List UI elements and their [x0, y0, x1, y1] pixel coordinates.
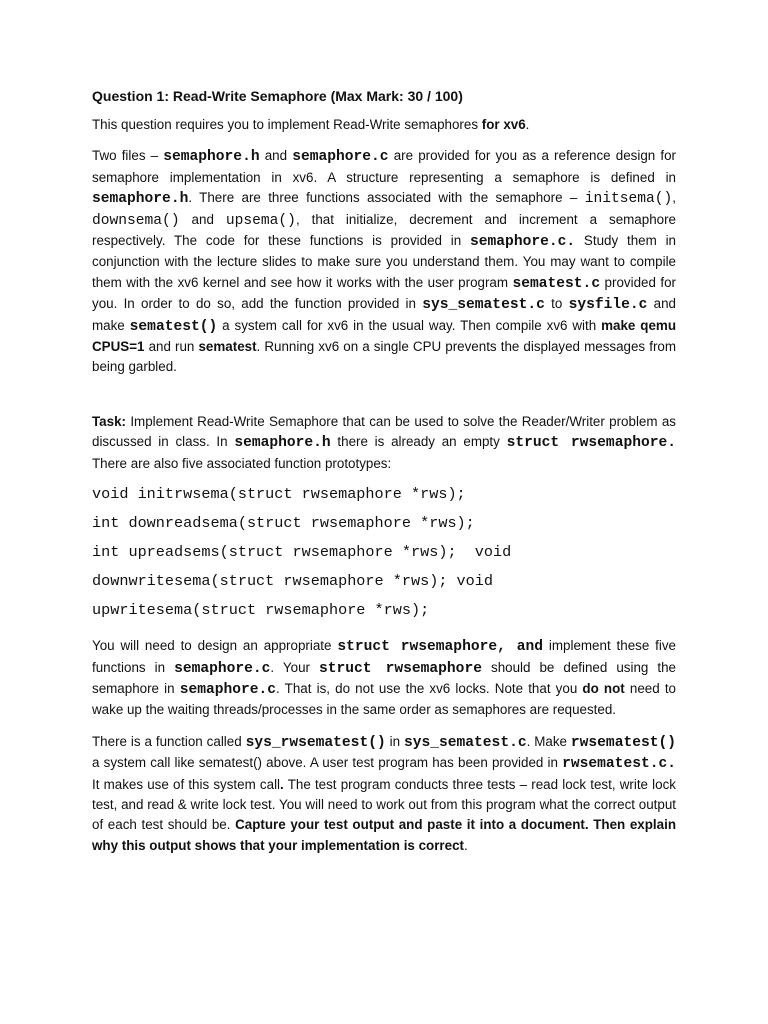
code-term: upsema() [225, 212, 296, 229]
code-line: upwritesema(struct rwsemaphore *rws); [92, 601, 430, 620]
code-term: sys_sematest.c [422, 297, 545, 314]
bold-run: Capture your test output and paste it into a document. Then explain why this output shows that your implementation is correct [92, 817, 676, 853]
code-line: int downreadsema(struct rwsemaphore *rws); [92, 514, 475, 533]
code-term: semaphore.h [92, 191, 189, 208]
text-run: in [385, 733, 404, 749]
document-body [92, 86, 676, 856]
code-line: int upreadsems(struct rwsemaphore *rws); void [92, 543, 512, 562]
text-run: It makes use of this system call [92, 776, 281, 792]
bold-run: for xv6 [481, 117, 526, 132]
text-run: and [259, 148, 293, 164]
code-term: semaphore.c. [470, 234, 576, 251]
text-run: there is already an empty [330, 434, 507, 450]
text-run: . That is, do not use the xv6 locks. Note that you [276, 680, 583, 696]
text-run: need to wake up the waiting threads/processes in the same order as semaphores are requested. [92, 680, 676, 718]
text-run: . There are three functions associated with the semaphore – [188, 190, 585, 206]
code-term: semaphore.c [174, 660, 271, 677]
task-label: Task: [92, 413, 126, 429]
code-term: downsema() [92, 212, 180, 229]
code-term: struct rwsemaphore. [506, 435, 676, 452]
code-line: void initrwsema(struct rwsemaphore *rws); [92, 485, 466, 504]
function-prototypes [92, 480, 676, 625]
text-run: This question requires you to implement Read-Write semaphores [92, 117, 482, 132]
text-run: . Your [270, 659, 320, 675]
code-term: sysfile.c [568, 297, 648, 314]
text-run: and run [144, 339, 199, 355]
bold-run: do not [582, 680, 625, 696]
intro-paragraph [92, 115, 676, 135]
bold-run: . [280, 776, 284, 792]
text-run: and [179, 211, 226, 227]
text-run: should be defined using the semaphore in [92, 659, 677, 696]
test-paragraph [92, 732, 676, 856]
text-run: are provided for you as a reference design for semaphore implementation in xv6. A structure representing a semaphore is defined in [92, 148, 676, 185]
text-run: implement these five functions in [92, 638, 676, 675]
code-term: sematest.c [512, 275, 601, 292]
text-run: The test program conducts three tests – read lock test, write lock test, and read & write lock test. You will need to work out from this program what the correct output of each test should be. [92, 776, 676, 833]
bold-run: sematest [198, 339, 257, 355]
code-term: semaphore.c [292, 149, 389, 166]
text-run: Two files – [92, 148, 164, 164]
text-run: There are also five associated function prototypes: [92, 455, 392, 471]
text-run: , that initialize, decrement and increment a semaphore respectively. The code for these functions is provided in [92, 211, 676, 249]
code-term: sematest() [129, 318, 218, 335]
design-paragraph [92, 636, 676, 721]
text-run: . [464, 837, 468, 853]
text-run: , [672, 190, 676, 206]
text-run: Study them in conjunction with the lecture slides to make sure you understand them. You may want to compile them with the xv6 kernel and see how it works with the user program [92, 233, 676, 290]
code-term: rwsematest.c. [562, 756, 676, 773]
code-term: rwsematest() [570, 734, 676, 751]
text-run: . Running xv6 on a single CPU prevents the displayed messages from being garbled. [92, 339, 677, 375]
text-run: . [525, 117, 530, 132]
code-term: semaphore.h [234, 435, 331, 452]
text-run: . Make [526, 733, 571, 749]
text-run: a system call like sematest() above. A user test program has been provided in [92, 755, 563, 771]
text-run: provided for you. In order to do so, add the function provided in [92, 274, 676, 312]
code-term: struct rwsemaphore [319, 660, 482, 677]
code-term: struct rwsemaphore, and [337, 639, 544, 656]
text-run: Implement Read-Write Semaphore that can be used to solve the Reader/Writer problem as discussed in class. In [92, 413, 676, 450]
text-run: to [544, 296, 569, 312]
question-title: Question 1: Read-Write Semaphore (Max Mark: 30 / 100) [92, 88, 463, 104]
text-run: a system call for xv6 in the usual way. Then compile xv6 with [217, 317, 602, 333]
text-run: There is a function called [92, 733, 246, 749]
code-term: initsema() [584, 191, 673, 208]
files-paragraph [92, 146, 676, 377]
code-term: sys_rwsematest() [245, 734, 386, 751]
code-line: downwritesema(struct rwsemaphore *rws); void [92, 572, 494, 591]
code-term: semaphore.h [163, 149, 260, 166]
code-term: semaphore.c [179, 681, 277, 698]
task-paragraph [92, 412, 676, 474]
text-run: and make [92, 296, 676, 333]
text-run: You will need to design an appropriate [92, 638, 338, 654]
bold-run: make qemu CPUS=1 [92, 317, 676, 355]
code-term: sys_sematest.c [403, 734, 527, 751]
